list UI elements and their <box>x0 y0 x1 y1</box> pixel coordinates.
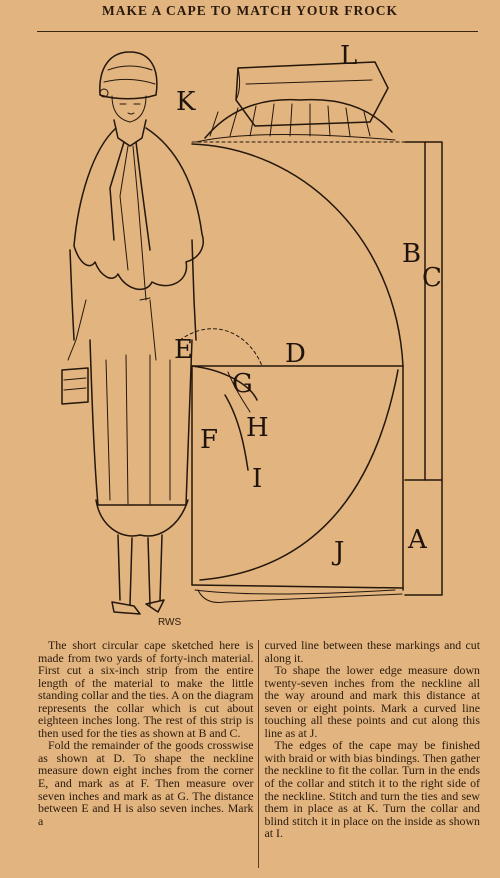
page-title: MAKE A CAPE TO MATCH YOUR FROCK <box>101 3 398 18</box>
paragraph: To shape the lower edge measure down twenty-seven inches from the neckline all the way around and mark this distance at seven or eight points. Mark a curved line touching all these points and cut along this line as at J. <box>264 663 480 740</box>
text-column-right <box>265 639 481 840</box>
artist-monogram: RWS <box>158 617 182 628</box>
instructions-text <box>38 639 480 840</box>
label-c: C <box>422 263 442 293</box>
text-column-left <box>38 639 254 840</box>
label-k: K <box>176 87 196 117</box>
label-l: L <box>340 41 358 71</box>
label-h: H <box>246 413 269 443</box>
label-e: E <box>174 335 193 365</box>
paragraph: Fold the remainder of the goods crosswise as shown at D. To shape the neckline measure down eight inches from the corner E, and mark as at F. Then measure over seven inches and mark as at G. The distance between E and H is also seven inches. Mark a <box>38 738 254 828</box>
label-f: F <box>200 425 219 455</box>
label-j: J <box>334 537 345 567</box>
paragraph: curved line between these markings and cut along it. <box>264 638 480 665</box>
paragraph: The short circular cape sketched here is made from two yards of forty-inch material. First cut a six-inch strip from the entire length of the material to make the little standing collar and the ties. A on the diagram represents the collar which is cut about eighteen inches long. The rest of this strip is then used for the ties as shown at B and C. <box>38 638 254 740</box>
collar-detail <box>196 62 395 142</box>
paragraph: The edges of the cape may be finished with braid or with bias bindings. Then gather the neckline to fit the collar. Turn in the ends of the collar and stitch it to the right side of the neckline. Stitch and turn the ties and sew them in place as at K. Turn the collar and blind stitch it in place on the inside as shown at I. <box>264 738 480 841</box>
label-i: I <box>252 464 263 494</box>
pattern-diagram <box>180 142 442 603</box>
column-divider <box>258 640 259 868</box>
label-g: G <box>232 369 253 399</box>
label-d: D <box>285 339 306 369</box>
label-b: B <box>402 239 422 269</box>
woman-figure <box>62 52 203 614</box>
label-a: A <box>408 525 427 555</box>
